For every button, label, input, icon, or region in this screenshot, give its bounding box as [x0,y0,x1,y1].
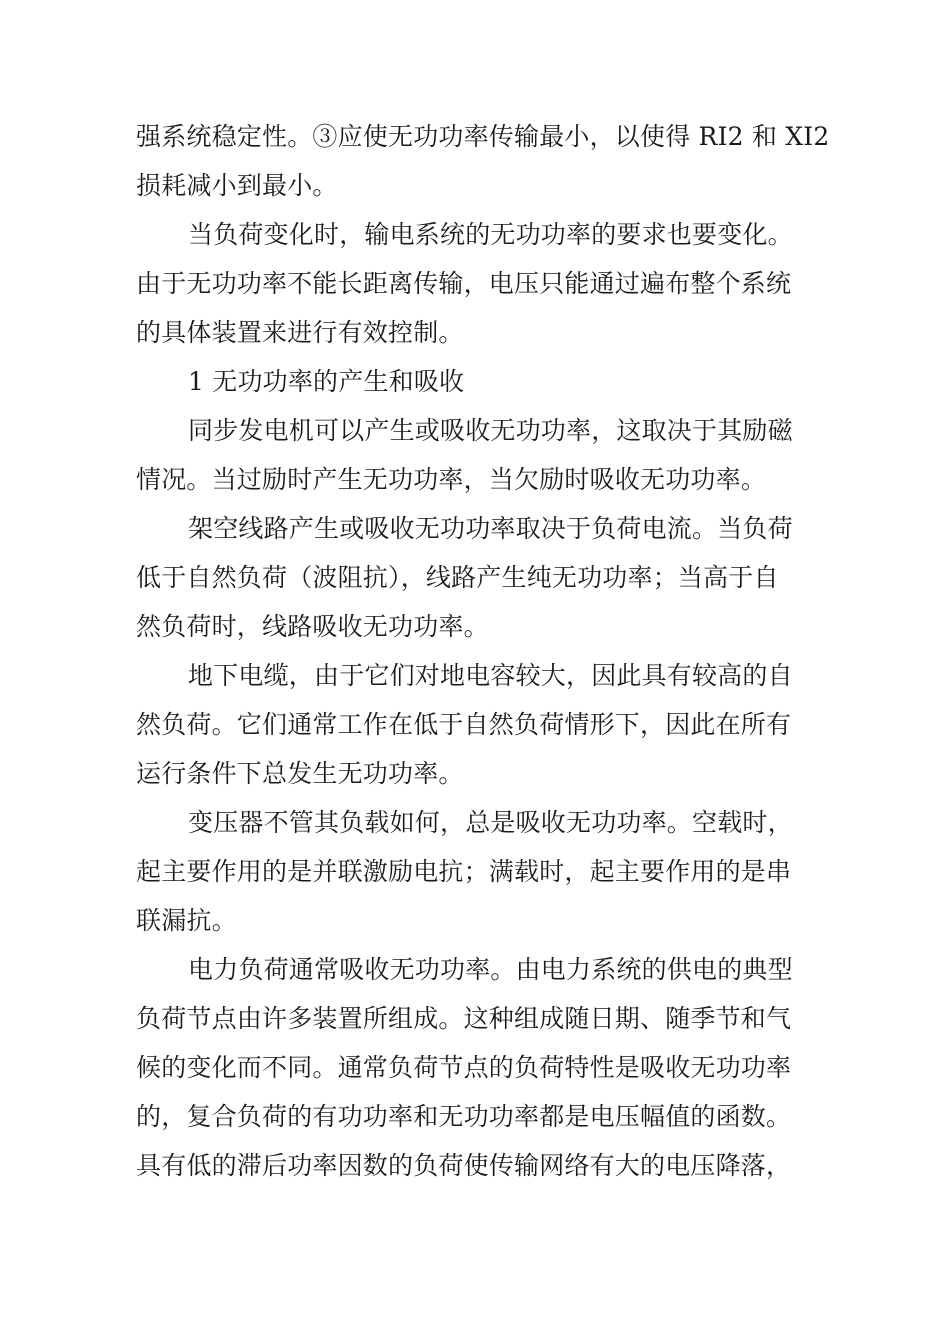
text-line: 损耗减小到最小。 [136,171,338,200]
paragraph-start: 地下电缆，由于它们对地电容较大，因此具有较高的自 [188,661,793,690]
text-line: 候的变化而不同。通常负荷节点的负荷特性是吸收无功功率 [136,1053,792,1082]
text-line: 低于自然负荷（波阻抗），线路产生纯无功功率；当高于自 [136,563,779,592]
text-line: 由于无功功率不能长距离传输，电压只能通过遍布整个系统 [136,269,792,298]
text-line: 然负荷。它们通常工作在低于自然负荷情形下，因此在所有 [136,710,792,739]
text-line: 的具体装置来进行有效控制。 [136,318,464,347]
body-text [136,112,830,1190]
text-line: 联漏抗。 [136,906,237,935]
text-line: 然负荷时，线路吸收无功功率。 [136,612,489,641]
text-line: 负荷节点由许多装置所组成。这种组成随日期、随季节和气 [136,1004,792,1033]
paragraph-start: 变压器不管其负载如何，总是吸收无功功率。空载时， [188,808,793,837]
section-heading: 1 无功功率的产生和吸收 [188,367,465,396]
text-line: 的，复合负荷的有功功率和无功功率都是电压幅值的函数。 [136,1102,792,1131]
text-line: 强系统稳定性。③应使无功功率传输最小，以使得 RI2 和 XI2 [136,122,830,151]
paragraph-start: 电力负荷通常吸收无功功率。由电力系统的供电的典型 [188,955,793,984]
text-line: 起主要作用的是并联激励电抗；满载时，起主要作用的是串 [136,857,792,886]
paragraph-start: 当负荷变化时，输电系统的无功功率的要求也要变化。 [188,220,793,249]
paragraph-start: 同步发电机可以产生或吸收无功功率，这取决于其励磁 [188,416,793,445]
paragraph-start: 架空线路产生或吸收无功功率取决于负荷电流。当负荷 [188,514,793,543]
text-line: 运行条件下总发生无功功率。 [136,759,464,788]
text-line: 情况。当过励时产生无功功率，当欠励时吸收无功功率。 [136,465,767,494]
text-line: 具有低的滞后功率因数的负荷使传输网络有大的电压降落， [136,1151,792,1180]
